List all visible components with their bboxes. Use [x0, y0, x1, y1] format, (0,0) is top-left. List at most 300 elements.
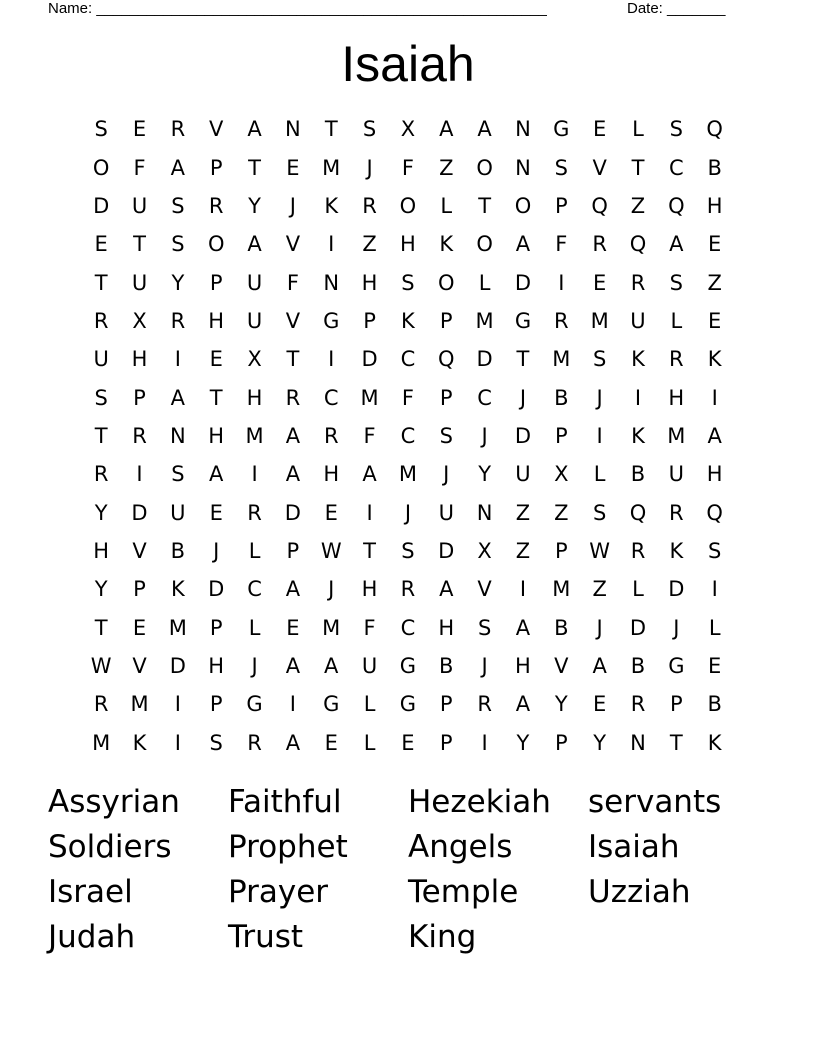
grid-letter: P [286, 538, 300, 563]
grid-letter: U [93, 347, 109, 372]
grid-letter: N [515, 117, 531, 142]
grid-letter: S [171, 462, 185, 487]
grid-letter: M [92, 730, 111, 755]
grid-letter: R [93, 692, 109, 717]
grid-letter: G [399, 692, 417, 717]
grid-letter: A [707, 423, 722, 448]
grid-letter: T [209, 385, 223, 410]
grid-letter: R [285, 385, 301, 410]
grid-letter: S [669, 270, 683, 295]
grid-letter: P [209, 615, 223, 640]
grid-letter: J [519, 385, 527, 410]
grid-letter: Q [706, 500, 723, 525]
grid-letter: I [136, 462, 143, 487]
grid-letter: E [286, 155, 300, 180]
grid-letter: B [554, 615, 569, 640]
grid-letter: R [630, 270, 646, 295]
grid-letter: I [481, 730, 488, 755]
grid-letter: W [589, 538, 611, 563]
grid-letter: Z [630, 193, 646, 218]
grid-letter: E [132, 117, 147, 142]
grid-letter: S [439, 423, 453, 448]
grid-letter: I [634, 385, 642, 410]
grid-letter: U [246, 308, 263, 333]
grid-letter: Y [478, 462, 492, 487]
grid-letter: A [285, 423, 301, 448]
grid-letter: F [363, 615, 376, 640]
grid-letter: I [251, 462, 258, 487]
grid-letter: Y [593, 730, 607, 755]
grid-letter: K [669, 538, 684, 563]
grid-letter: E [324, 730, 338, 755]
grid-letter: B [439, 653, 454, 678]
grid-letter: L [248, 538, 261, 563]
grid-letter: P [439, 385, 453, 410]
grid-letter: E [94, 232, 108, 257]
grid-letter: L [632, 577, 644, 602]
grid-letter: D [514, 270, 532, 295]
grid-letter: R [630, 538, 646, 563]
grid-letter: O [399, 193, 417, 218]
grid-letter: J [596, 385, 603, 410]
grid-letter: L [248, 615, 261, 640]
grid-letter: K [439, 232, 454, 257]
grid-letter: P [554, 193, 568, 218]
grid-letter: E [708, 308, 722, 333]
grid-letter: D [93, 193, 110, 218]
grid-letter: G [514, 308, 532, 333]
grid-letter: P [133, 385, 146, 410]
grid-letter: C [323, 385, 339, 410]
grid-letter: R [247, 500, 262, 525]
grid-letter: T [631, 155, 645, 180]
grid-letter: E [708, 232, 722, 257]
grid-letter: H [515, 653, 531, 678]
grid-letter: T [516, 347, 530, 372]
grid-letter: J [481, 653, 488, 678]
word-bank-item: Hezekiah [408, 784, 551, 820]
grid-letter: Q [668, 193, 685, 218]
grid-letter: M [398, 462, 417, 487]
grid-letter: I [558, 270, 565, 295]
grid-letter: H [438, 615, 455, 640]
grid-letter: N [630, 730, 646, 755]
grid-letter: T [133, 232, 146, 257]
word-bank-item: Trust [228, 919, 304, 955]
grid-letter: M [552, 347, 571, 372]
word-bank-item: Soldiers [48, 829, 172, 865]
grid-letter: K [631, 423, 645, 448]
grid-letter: M [360, 385, 379, 410]
grid-letter: T [669, 730, 683, 755]
grid-letter: H [208, 423, 225, 448]
grid-letter: Z [592, 577, 607, 602]
grid-letter: S [554, 155, 568, 180]
grid-letter: H [246, 385, 263, 410]
grid-letter: D [131, 500, 148, 525]
grid-letter: O [476, 155, 493, 180]
grid-letter: S [592, 500, 607, 525]
grid-letter: Z [554, 500, 569, 525]
name-field-label: Name: ______________________________________________________ [48, 0, 547, 17]
grid-letter: T [248, 155, 261, 180]
grid-letter: E [209, 347, 223, 372]
grid-letter: L [478, 270, 491, 295]
grid-letter: K [324, 193, 339, 218]
grid-letter: Y [516, 730, 530, 755]
grid-letter: G [323, 692, 340, 717]
grid-letter: H [208, 653, 225, 678]
grid-letter: A [247, 232, 262, 257]
grid-letter: U [131, 193, 148, 218]
grid-letter: M [475, 308, 494, 333]
grid-letter: P [439, 308, 453, 333]
grid-letter: D [514, 423, 532, 448]
grid-letter: J [289, 193, 296, 218]
grid-letter: I [174, 347, 181, 372]
grid-letter: R [630, 692, 646, 717]
grid-letter: H [208, 308, 225, 333]
grid-letter: S [171, 232, 185, 257]
grid-letter: E [209, 500, 223, 525]
grid-letter: M [168, 615, 187, 640]
grid-letter: A [285, 653, 301, 678]
grid-letter: N [170, 423, 186, 448]
grid-letter: E [401, 730, 415, 755]
grid-letter: H [668, 385, 685, 410]
grid-letter: P [554, 423, 568, 448]
grid-letter: R [93, 308, 109, 333]
grid-letter: G [323, 308, 340, 333]
grid-letter: T [286, 347, 300, 372]
grid-letter: B [630, 653, 646, 678]
grid-letter: R [208, 193, 224, 218]
grid-letter: L [632, 117, 644, 142]
grid-letter: I [711, 577, 718, 602]
grid-letter: I [328, 347, 335, 372]
grid-letter: D [629, 615, 647, 640]
grid-letter: T [94, 615, 108, 640]
grid-letter: F [555, 232, 568, 257]
grid-letter: Z [439, 155, 454, 180]
grid-letter: X [400, 117, 416, 142]
grid-letter: R [477, 692, 492, 717]
grid-letter: D [208, 577, 225, 602]
grid-letter: T [324, 117, 338, 142]
grid-letter: M [322, 615, 341, 640]
word-bank-item: Prophet [228, 829, 348, 865]
grid-letter: H [706, 462, 723, 487]
grid-letter: X [132, 308, 147, 333]
word-bank-item: servants [588, 784, 722, 820]
page-title: Isaiah [341, 36, 475, 92]
grid-letter: K [707, 730, 722, 755]
grid-letter: P [133, 577, 146, 602]
grid-letter: B [554, 385, 569, 410]
grid-letter: W [320, 538, 342, 563]
grid-letter: I [174, 692, 181, 717]
grid-letter: U [630, 308, 646, 333]
grid-letter: P [209, 692, 223, 717]
grid-letter: Z [515, 538, 531, 563]
date-field-label: Date: _______ [627, 0, 726, 17]
grid-letter: K [132, 730, 147, 755]
grid-letter: Q [629, 500, 647, 525]
word-bank-item: Faithful [228, 784, 342, 820]
word-bank-item: Assyrian [48, 784, 180, 820]
grid-letter: J [404, 500, 412, 525]
grid-letter: S [708, 538, 722, 563]
grid-letter: M [322, 155, 341, 180]
grid-letter: W [90, 653, 112, 678]
grid-letter: U [170, 500, 186, 525]
grid-letter: N [323, 270, 340, 295]
grid-letter: J [213, 538, 220, 563]
grid-letter: I [289, 692, 296, 717]
grid-letter: Q [591, 193, 608, 218]
letter-grid [82, 110, 734, 762]
grid-letter: F [401, 385, 414, 410]
grid-letter: Y [171, 270, 185, 295]
grid-letter: L [363, 730, 376, 755]
grid-letter: F [363, 423, 376, 448]
grid-letter: R [170, 117, 186, 142]
grid-letter: N [285, 117, 301, 142]
grid-letter: J [366, 155, 373, 180]
grid-letter: E [593, 270, 607, 295]
grid-letter: A [477, 117, 492, 142]
grid-letter: H [361, 270, 378, 295]
grid-letter: B [170, 538, 186, 563]
grid-letter: C [247, 577, 262, 602]
word-bank-item: Judah [48, 919, 136, 955]
grid-letter: Q [629, 232, 647, 257]
word-bank-item: Prayer [228, 874, 329, 910]
grid-letter: V [477, 577, 492, 602]
grid-letter: A [285, 577, 301, 602]
grid-letter: M [552, 577, 571, 602]
grid-letter: G [246, 692, 263, 717]
grid-letter: S [401, 270, 415, 295]
grid-letter: V [285, 308, 301, 333]
grid-letter: I [596, 423, 603, 448]
grid-letter: A [170, 385, 186, 410]
grid-letter: O [438, 270, 455, 295]
grid-letter: J [596, 615, 603, 640]
grid-letter: N [515, 155, 531, 180]
grid-letter: J [251, 653, 258, 678]
grid-letter: L [708, 615, 721, 640]
grid-letter: S [171, 193, 185, 218]
grid-letter: R [170, 308, 186, 333]
grid-letter: G [668, 653, 685, 678]
grid-letter: M [590, 308, 609, 333]
grid-letter: F [133, 155, 146, 180]
grid-letter: V [592, 155, 607, 180]
grid-letter: H [93, 538, 110, 563]
grid-letter: O [92, 155, 110, 180]
grid-letter: R [592, 232, 607, 257]
grid-letter: V [132, 653, 147, 678]
grid-letter: H [706, 193, 723, 218]
grid-letter: E [324, 500, 338, 525]
grid-letter: A [209, 462, 224, 487]
grid-letter: H [131, 347, 148, 372]
grid-letter: P [439, 730, 453, 755]
grid-letter: I [711, 385, 718, 410]
grid-letter: K [707, 347, 722, 372]
grid-letter: R [132, 423, 147, 448]
grid-letter: Z [362, 232, 377, 257]
grid-letter: T [363, 538, 376, 563]
grid-letter: T [94, 423, 108, 448]
grid-letter: H [400, 232, 416, 257]
grid-letter: C [668, 155, 684, 180]
grid-letter: B [707, 155, 722, 180]
grid-letter: E [708, 653, 722, 678]
word-bank-item: Israel [48, 874, 133, 910]
grid-letter: C [400, 347, 416, 372]
grid-letter: Z [515, 500, 531, 525]
grid-letter: J [443, 462, 450, 487]
grid-letter: L [670, 308, 683, 333]
grid-letter: U [515, 462, 531, 487]
grid-letter: A [170, 155, 186, 180]
grid-letter: T [94, 270, 108, 295]
word-bank-item: Uzziah [588, 874, 691, 910]
grid-letter: O [514, 193, 532, 218]
grid-letter: P [669, 692, 683, 717]
grid-letter: U [438, 500, 454, 525]
grid-letter: P [554, 730, 568, 755]
grid-letter: S [94, 117, 108, 142]
grid-letter: A [324, 653, 339, 678]
grid-letter: Y [94, 577, 108, 602]
grid-letter: E [132, 615, 147, 640]
grid-letter: G [399, 653, 417, 678]
grid-letter: Y [554, 692, 568, 717]
grid-letter: A [285, 730, 301, 755]
grid-letter: L [440, 193, 453, 218]
word-bank-item: Angels [408, 829, 513, 865]
grid-letter: Q [438, 347, 455, 372]
grid-letter: V [554, 653, 569, 678]
grid-letter: D [169, 653, 186, 678]
grid-letter: A [362, 462, 377, 487]
grid-letter: U [246, 270, 263, 295]
grid-letter: I [328, 232, 335, 257]
grid-letter: J [481, 423, 488, 448]
grid-letter: S [94, 385, 108, 410]
grid-letter: X [247, 347, 262, 372]
grid-letter: Z [707, 270, 722, 295]
grid-letter: D [668, 577, 685, 602]
grid-letter: Y [94, 500, 108, 525]
grid-letter: I [519, 577, 527, 602]
grid-letter: A [439, 577, 454, 602]
grid-letter: K [170, 577, 185, 602]
grid-letter: A [515, 692, 531, 717]
word-bank-item: Temple [408, 874, 519, 910]
grid-letter: A [515, 232, 531, 257]
grid-letter: D [284, 500, 301, 525]
grid-letter: P [209, 270, 223, 295]
grid-letter: G [553, 117, 570, 142]
grid-letter: R [323, 423, 339, 448]
grid-letter: X [477, 538, 492, 563]
grid-letter: R [554, 308, 569, 333]
grid-letter: B [630, 462, 646, 487]
grid-letter: A [439, 117, 454, 142]
grid-letter: R [400, 577, 416, 602]
grid-letter: S [209, 730, 223, 755]
word-bank [48, 780, 768, 960]
grid-letter: L [363, 692, 376, 717]
grid-letter: Q [706, 117, 723, 142]
grid-letter: J [673, 615, 680, 640]
grid-letter: M [245, 423, 264, 448]
grid-letter: M [667, 423, 686, 448]
grid-letter: S [669, 117, 683, 142]
grid-letter: P [363, 308, 376, 333]
grid-letter: R [362, 193, 377, 218]
grid-letter: E [286, 615, 300, 640]
grid-letter: A [285, 462, 301, 487]
grid-letter: A [669, 232, 684, 257]
grid-letter: L [593, 462, 606, 487]
grid-letter: F [286, 270, 299, 295]
grid-letter: J [328, 577, 335, 602]
grid-letter: A [515, 615, 531, 640]
grid-letter: O [476, 232, 493, 257]
grid-letter: S [362, 117, 377, 142]
grid-letter: B [707, 692, 722, 717]
grid-letter: C [400, 423, 416, 448]
grid-letter: R [669, 500, 684, 525]
grid-letter: R [247, 730, 262, 755]
word-bank-item: Isaiah [588, 829, 680, 865]
grid-letter: S [592, 347, 607, 372]
grid-letter: C [477, 385, 492, 410]
grid-letter: Y [248, 193, 261, 218]
grid-letter: M [130, 692, 149, 717]
grid-letter: K [401, 308, 415, 333]
grid-letter: K [631, 347, 645, 372]
grid-letter: N [476, 500, 493, 525]
grid-letter: D [476, 347, 493, 372]
grid-letter: H [323, 462, 340, 487]
grid-letter: C [400, 615, 416, 640]
grid-letter: E [593, 117, 607, 142]
grid-letter: P [439, 692, 453, 717]
grid-letter: P [209, 155, 223, 180]
grid-letter: D [438, 538, 455, 563]
grid-letter: A [592, 653, 607, 678]
grid-letter: X [554, 462, 569, 487]
grid-letter: I [174, 730, 181, 755]
grid-letter: R [93, 462, 109, 487]
grid-letter: V [285, 232, 301, 257]
grid-letter: U [131, 270, 148, 295]
grid-letter: F [401, 155, 414, 180]
grid-letter: R [669, 347, 684, 372]
grid-letter: S [401, 538, 415, 563]
grid-letter: H [361, 577, 378, 602]
grid-letter: V [132, 538, 147, 563]
grid-letter: O [207, 232, 225, 257]
grid-letter: U [668, 462, 685, 487]
grid-letter: S [477, 615, 492, 640]
